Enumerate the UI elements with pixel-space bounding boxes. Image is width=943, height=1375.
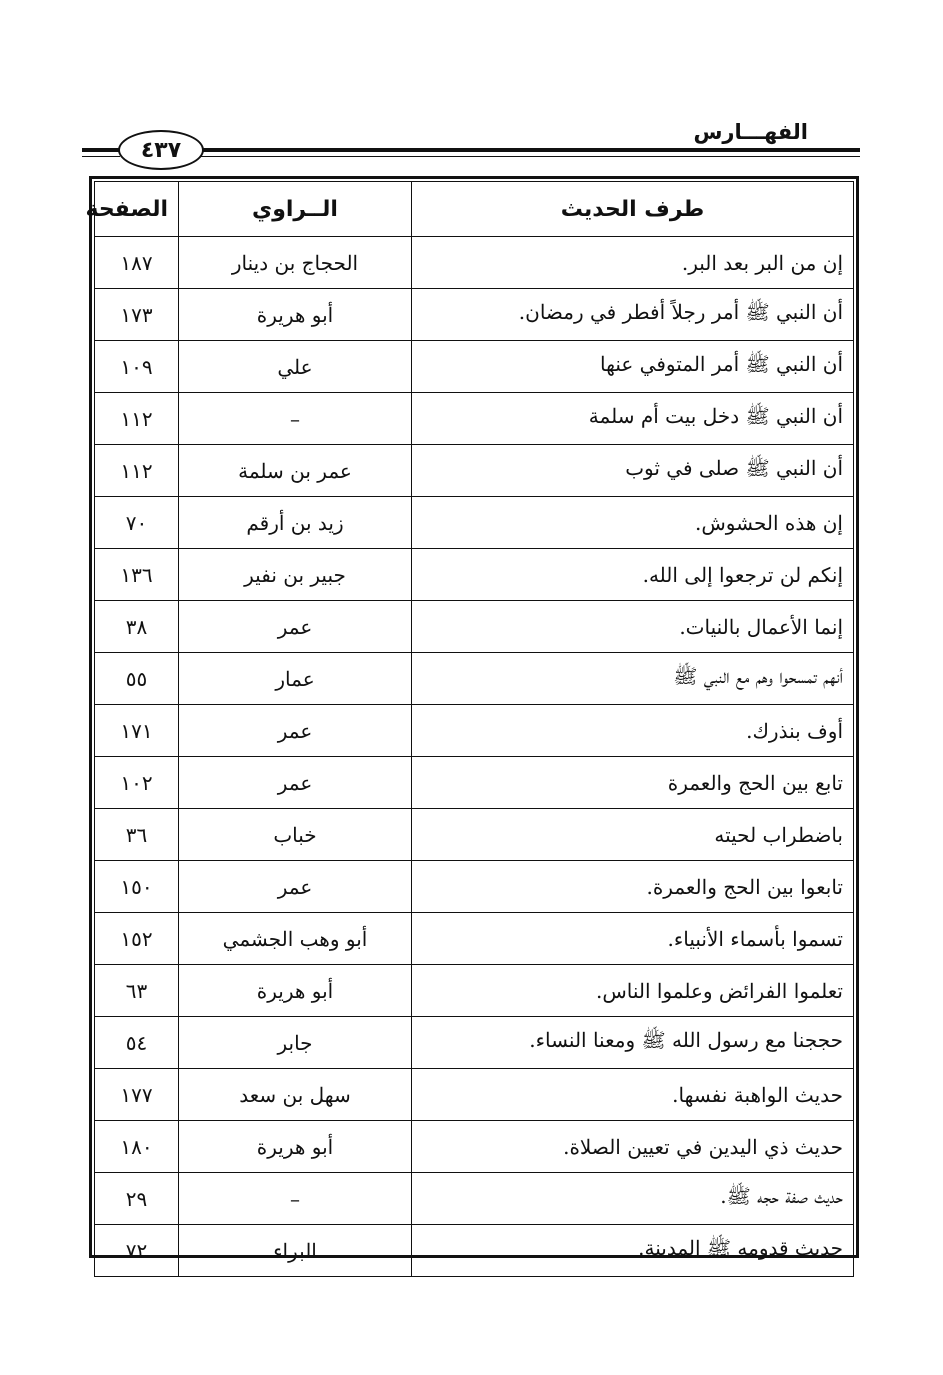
narrator-cell: أبو وهب الجشمي xyxy=(179,913,412,965)
narrator-cell: – xyxy=(179,1173,412,1225)
page-cell: ١٧١ xyxy=(95,705,179,757)
table-row xyxy=(95,1017,854,1069)
hadith-cell: باضطراب لحيته xyxy=(412,809,854,861)
hadith-cell: أوف بنذرك. xyxy=(412,705,854,757)
table-header-row xyxy=(95,182,854,237)
narrator-cell: خباب xyxy=(179,809,412,861)
hadith-cell: تابعوا بين الحج والعمرة. xyxy=(412,861,854,913)
hadith-cell: إنما الأعمال بالنيات. xyxy=(412,601,854,653)
narrator-cell: أبو هريرة xyxy=(179,965,412,1017)
page-cell: ٦٣ xyxy=(95,965,179,1017)
table-row xyxy=(95,549,854,601)
table-row xyxy=(95,393,854,445)
page-cell: ١٧٧ xyxy=(95,1069,179,1121)
hadith-index-table xyxy=(85,176,859,1263)
page-header xyxy=(82,112,860,172)
table-row xyxy=(95,445,854,497)
header-rule-thin xyxy=(200,156,860,157)
page-number: ٤٣٧ xyxy=(118,130,204,170)
hadith-cell: أنهم تمسحوا وهم مع النبي ﷺ xyxy=(412,653,854,705)
table-row xyxy=(95,341,854,393)
table-row xyxy=(95,1173,854,1225)
page-cell: ٧٢ xyxy=(95,1225,179,1277)
column-header-narrator: الــراوي xyxy=(179,182,412,237)
table-row xyxy=(95,861,854,913)
table-row xyxy=(95,237,854,289)
page-cell: ١٧٣ xyxy=(95,289,179,341)
table-row xyxy=(95,1225,854,1277)
hadith-cell: حديث ذي اليدين في تعيين الصلاة. xyxy=(412,1121,854,1173)
hadith-cell: إنكم لن ترجعوا إلى الله. xyxy=(412,549,854,601)
page-cell: ١٠٢ xyxy=(95,757,179,809)
hadith-cell: تابع بين الحج والعمرة xyxy=(412,757,854,809)
hadith-cell: تعلموا الفرائض وعلموا الناس. xyxy=(412,965,854,1017)
page-cell: ٥٤ xyxy=(95,1017,179,1069)
page-cell: ٣٨ xyxy=(95,601,179,653)
narrator-cell: زيد بن أرقم xyxy=(179,497,412,549)
table-row xyxy=(95,497,854,549)
hadith-cell: أن النبي ﷺ دخل بيت أم سلمة xyxy=(412,393,854,445)
index-table xyxy=(85,181,854,1277)
hadith-cell: أن النبي ﷺ صلى في ثوب xyxy=(412,445,854,497)
hadith-cell: حديث قدومه ﷺ المدينة. xyxy=(412,1225,854,1277)
page-cell: ١٥٢ xyxy=(95,913,179,965)
page-cell: ٥٥ xyxy=(95,653,179,705)
narrator-cell: جابر xyxy=(179,1017,412,1069)
header-rule-left-thin xyxy=(82,156,120,157)
narrator-cell: – xyxy=(179,393,412,445)
hadith-cell: حديث صفة حجه ﷺ. xyxy=(412,1173,854,1225)
hadith-cell: إن هذه الحشوش. xyxy=(412,497,854,549)
column-header-hadith: طرف الحديث xyxy=(412,182,854,237)
section-title: الفهـــارس xyxy=(693,120,808,144)
page-cell: ١١٢ xyxy=(95,393,179,445)
table-row xyxy=(95,913,854,965)
table-row xyxy=(95,1121,854,1173)
hadith-cell: أن النبي ﷺ أمر المتوفي عنها xyxy=(412,341,854,393)
table-row xyxy=(95,757,854,809)
page-cell: ١١٢ xyxy=(95,445,179,497)
narrator-cell: عمر xyxy=(179,705,412,757)
table-row xyxy=(95,965,854,1017)
page-cell: ١٥٠ xyxy=(95,861,179,913)
table-row xyxy=(95,1069,854,1121)
column-header-page: الصفحة xyxy=(95,182,179,237)
hadith-cell: أن النبي ﷺ أمر رجلاً أفطر في رمضان. xyxy=(412,289,854,341)
page-cell: ١٠٩ xyxy=(95,341,179,393)
page-cell: ٣٦ xyxy=(95,809,179,861)
narrator-cell: عمر بن سلمة xyxy=(179,445,412,497)
hadith-cell: حديث الواهبة نفسها. xyxy=(412,1069,854,1121)
hadith-cell: إن من البر بعد البر. xyxy=(412,237,854,289)
narrator-cell: أبو هريرة xyxy=(179,289,412,341)
hadith-cell: تسموا بأسماء الأنبياء. xyxy=(412,913,854,965)
page-cell: ١٨٠ xyxy=(95,1121,179,1173)
page-cell: ١٨٧ xyxy=(95,237,179,289)
narrator-cell: عمر xyxy=(179,861,412,913)
page-cell: ٧٠ xyxy=(95,497,179,549)
table-row xyxy=(95,289,854,341)
narrator-cell: الحجاج بن دينار xyxy=(179,237,412,289)
narrator-cell: علي xyxy=(179,341,412,393)
narrator-cell: عمر xyxy=(179,601,412,653)
table-row xyxy=(95,809,854,861)
page-cell: ٢٩ xyxy=(95,1173,179,1225)
hadith-cell: حججنا مع رسول الله ﷺ ومعنا النساء. xyxy=(412,1017,854,1069)
narrator-cell: جبير بن نفير xyxy=(179,549,412,601)
table-row xyxy=(95,705,854,757)
narrator-cell: أبو هريرة xyxy=(179,1121,412,1173)
header-rule-thick xyxy=(200,148,860,152)
table-row xyxy=(95,653,854,705)
page-cell: ١٣٦ xyxy=(95,549,179,601)
narrator-cell: البراء xyxy=(179,1225,412,1277)
table-row xyxy=(95,601,854,653)
narrator-cell: عمار xyxy=(179,653,412,705)
narrator-cell: عمر xyxy=(179,757,412,809)
narrator-cell: سهل بن سعد xyxy=(179,1069,412,1121)
header-rule-left-thick xyxy=(82,148,120,152)
